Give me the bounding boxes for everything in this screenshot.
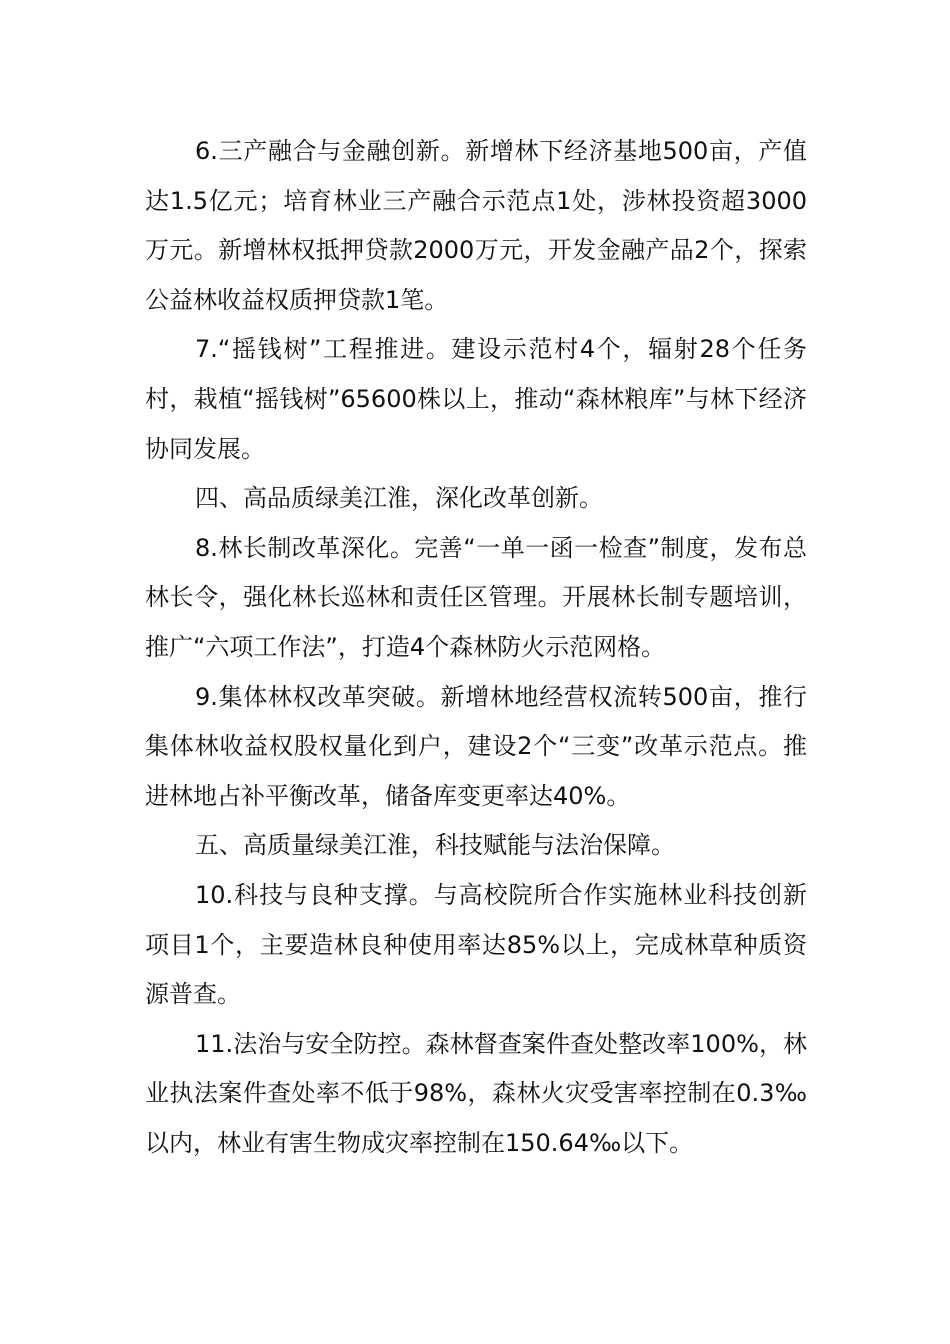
paragraph-collective-forest-reform: 9.集体林权改革突破。新增林地经营权流转500亩，推行集体林收益权股权量化到户，建设2个“三变”改革示范点。推进林地占补平衡改革，储备库变更率达40%。: [145, 682, 807, 810]
paragraph-tech-seed-support: 10.科技与良种支撑。与高校院所合作实施林业科技创新项目1个，主要造林良种使用率达85%以上，完成林草种质资源普查。: [145, 880, 807, 1009]
paragraph-law-safety-control: 11.法治与安全防控。森林督查案件查处整改率100%，林业执法案件查处率不低于98%，森林火灾受害率控制在0.3‰以内，林业有害生物成灾率控制在150.64‰以下。: [145, 1029, 807, 1157]
section-heading-reform: 四、高品质绿美江淮，深化改革创新。: [195, 484, 603, 513]
paragraph-money-tree-project: 7.“摇钱树”工程推进。建设示范村4个，辐射28个任务村，栽植“摇钱树”65600株以上，推动“森林粮库”与林下经济协同发展。: [145, 335, 807, 463]
paragraph-forest-chief-reform: 8.林长制改革深化。完善“一单一函一检查”制度，发布总林长令，强化林长巡林和责任区管理。开展林长制专题培训，推广“六项工作法”，打造4个森林防火示范网格。: [145, 533, 807, 661]
section-heading-tech-law: 五、高质量绿美江淮，科技赋能与法治保障。: [195, 831, 675, 860]
paragraph-rural-finance: 6.三产融合与金融创新。新增林下经济基地500亩，产值达1.5亿元；培育林业三产融合示范点1处，涉林投资超3000万元。新增林权抵押贷款2000万元，开发金融产品2个，探索公益林收益权质押贷款1笔。: [145, 137, 807, 314]
document-page: [145, 127, 807, 1168]
